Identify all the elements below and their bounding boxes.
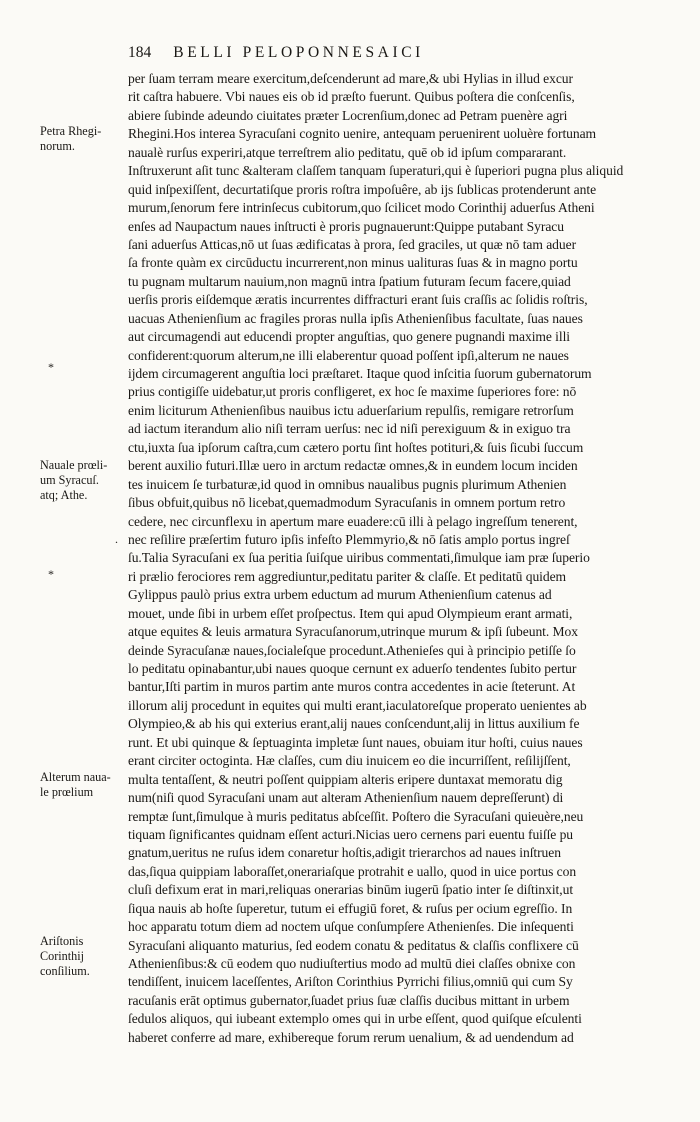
text-line: prius contigiſſe uidebatur,ut proris confligeret, ex hoc ſe maxime ſuperiores fore: nō — [128, 384, 577, 400]
text-line: tu pugnam multarum nauium,non magnū intra ſpatium futuram ſecum facere,quiad — [128, 273, 571, 289]
text-line: Syracuſani aliquanto maturius, ſed eodem conatu & peditatus & claſſis conflixere cū — [128, 937, 579, 953]
text-line: abiere ſubinde adeundo ciuitates præter Locrenſium,donec ad Petram puenère agri — [128, 107, 568, 123]
text-line: mouet, unde ſibi in urbem eſſet proſpectus. Item qui apud Olympieum erant armati, — [128, 605, 573, 621]
text-line: num(niſi quod Syracuſani unam aut alteram Athenienſium nauem depreſſerunt) di — [128, 790, 564, 806]
margin-note-line: norum. — [40, 139, 75, 153]
text-line: naualè rurſus experiri,atque terreſtrem alio peditatu, quē ob id ipſum compararant. — [128, 144, 567, 160]
text-line: Rhegini.Hos interea Syracuſani cognito uenire, antequam peruenirent uoluère fortunam — [128, 126, 597, 142]
margin-note-line: atq; Athe. — [40, 488, 88, 502]
text-line: ſiqua nauis ab hoſte ſuperetur, tutum ei effugiū foret, & ruſus per ocium egreſſio. In — [128, 900, 573, 916]
text-line: das,ſiqua quippiam laboraſſet,onerariaſque protrahit e uallo, quod in uice portus con — [128, 863, 577, 879]
text-line: rit caſtra habuere. Vbi naues eis ob id præſto fuerunt. Quibus poſtera die conſcenſis, — [128, 89, 575, 105]
text-line: tes inuicem ſe turbaturæ,id quod in omnibus naualibus pugnis plurimum Athenien — [128, 476, 567, 492]
margin-note-nauale-praelium — [40, 458, 122, 503]
margin-note-alterum-nauale — [40, 770, 122, 800]
text-line: uerſis proris eiſdemque æratis incurrentes diffracturi erant ſuis craſſis ac ſolidis roſtris, — [128, 292, 588, 308]
text-line: confiderent:quorum alterum,ne illi elaberentur quoad poſſent ipſi,alterum ne naues — [128, 347, 569, 363]
text-line: Gylippus paulò prius extra urbem eductum ad murum Athenienſium catenus ad — [128, 587, 552, 603]
margin-note-line: Petra Rhegi- — [40, 124, 102, 138]
text-line: ad iactum iterandum alio niſi terram uerſus: nec id niſi perexiguum & in exiguo tra — [128, 421, 571, 437]
text-line: gnatum,ueritus ne ruſus idem conaretur hoſtis,adigit trierarchos ad naues inſtruen — [128, 845, 561, 861]
text-line: quid inſpexiſſent, decurtatiſque proris roſtra impoſuêre, ab ijs ſublicas protenderunt ante — [128, 181, 597, 197]
text-line: per ſuam terram meare exercitum,deſcenderunt ad mare,& ubi Hylias in illud excur — [128, 71, 573, 86]
text-line: aut circumagendi aut educendi propter anguſtias, quo genere pugnandi maxime illi — [128, 329, 570, 345]
text-line: Athenienſibus:& cū eodem quo nudiuſtertius modo ad multū diei claſſes obnixe con — [128, 956, 576, 971]
margin-note-line: um Syracuſ. — [40, 473, 99, 487]
margin-note-line: Ariſtonis — [40, 934, 84, 948]
text-line: Olympieo,& ab his qui exterius erant,alij naues conſcendunt,alij in littus auxilium fe — [128, 716, 580, 732]
text-line: bantur,Iſti partim in muros partim ante muros contra accedentes in acie ſteterunt. At — [128, 679, 576, 695]
text-line: nec reſilire præſertim futuro ipſis infeſto Plemmyrio,& nō ſatis amplo portus ingreſ — [128, 531, 570, 547]
margin-note-line: Nauale prœli- — [40, 458, 108, 472]
main-text-column — [128, 70, 690, 1047]
text-line: Inſtruxerunt aſit tunc &alteram claſſem tanquam ſuperaturi,qui è ſuperiori pugna plus aliquid — [128, 163, 624, 179]
text-line: tendiſſent, inuicem laceſſentes, Ariſton Corinthius Pyrrichi filius,omniū qui cum Sy — [128, 974, 573, 990]
text-line: ctu,iuxta ſua ipſorum caſtra,cum cætero portu ſint hoſtes potituri,& ſuis ſicubi ſuccum — [128, 439, 584, 455]
text-line: illorum alij procedunt in equites qui multi erant,iaculatoreſque properato uenientes ab — [128, 697, 587, 713]
text-line: erant circiter octoginta. Hæ claſſes, cum diu inuicem eo die incurriſſent, reſilijſſent, — [128, 753, 571, 769]
text-line: ſedulos aliquos, qui iubeant extemplo omes qui in urbe eſſent, quod quiſque eſculenti — [128, 1011, 582, 1027]
margin-note-line: le prœlium — [40, 785, 94, 799]
running-title: BELLI PELOPONNESAICI — [173, 44, 424, 61]
text-line: ſa fronte quàm ex circūductu incurrerent,non minus ualituras ſuas & in magno portu — [128, 255, 578, 271]
margin-note-aristonis — [40, 934, 122, 979]
text-line: berent auxilio futuri.Illæ uero in arctum redactæ omnes,& in eundem locum inciden — [128, 458, 578, 474]
text-line: remptæ ſunt,ſimulque à muris peditatus abſceſſit. Poſtero die Syracuſani quieuère,neu — [128, 808, 584, 824]
text-line: cedere, nec circunflexu in apertum mare euadere:cū illi à pelago ingreſſum tenerent, — [128, 513, 578, 529]
text-line: ijdem circumagerent anguſtia loci præſtaret. Itaque quod inſcitia ſuorum gubernatorum — [128, 366, 592, 381]
margin-marker: * — [48, 360, 54, 374]
text-line: hoc apparatu totum diem ad noctem uſque conſumpſere Athenienſes. Die inſequenti — [128, 919, 574, 935]
margin-note-line: conſilium. — [40, 964, 90, 978]
text-line: enim liciturum Athenienſibus nauibus ictu aduerſarium repulſis, remigare retrorſum — [128, 402, 574, 418]
page-header — [128, 44, 683, 62]
margin-marker: . — [115, 532, 118, 546]
text-line: cluſi defixum erat in mari,reliquas onerarias binūm iugerū ſpatio inter ſe diſtinxit,ut — [128, 882, 574, 898]
text-line: runt. Et ubi quinque & ſeptuaginta impletæ ſunt naues, obuiam itur hoſti, cuius naues — [128, 734, 583, 750]
text-line: lo peditatu opinabantur,ubi naues quoque cernunt ex aduerſo tendentes ſubito pertur — [128, 661, 577, 676]
text-line: murum,ſenorum fere intrinſecus cubitorum,quo ſcilicet modo Corinthij aduerſus Atheni — [128, 200, 595, 216]
text-line: tiquam ſignificantes quidnam eſſent acturi.Nicias uero cernens pari euentu fuiſſe pu — [128, 826, 574, 842]
text-line: ſibus obfuit,quibus nō licebat,quemadmodum Syracuſanis in omnem portum retro — [128, 495, 566, 511]
text-line: ri prælio ferociores rem aggrediuntur,peditatu pariter & claſſe. Et peditatū quidem — [128, 568, 567, 584]
text-line: uacuas Athenienſium ac fragiles proras nulla ipſis Athenienſibus facultate, ſuas naues — [128, 310, 583, 326]
text-line: racuſanis erāt optimus gubernator,ſuadet prius ſuæ claſſis ducibus mittant in urbem — [128, 992, 570, 1008]
margin-note-line: Alterum naua- — [40, 770, 111, 784]
margin-note-petra-rhegi — [40, 124, 122, 154]
text-line: enſes ad Naupactum naues inſtructi è proris pugnauerunt:Quippe putabant Syracu — [128, 218, 564, 234]
margin-marker: * — [48, 567, 54, 581]
text-line: deinde Syracuſanæ naues,ſocialeſque procedunt.Athenieſes qui à principio petiſſe ſo — [128, 642, 576, 658]
text-line: ſani aduerſus Atticas,nō ut ſuas ædificatas à prora, ſed graciles, ut quæ nō tam aduer — [128, 236, 577, 252]
page-number: 184 — [128, 44, 152, 61]
text-line: haberet conferre ad mare, exhibereque forum rerum uenalium, & ad uendendum ad — [128, 1029, 574, 1045]
text-line: multa tentaſſent, & neutri poſſent quippiam alteris eripere duntaxat memoratu dig — [128, 771, 563, 787]
text-line: ſu.Talia Syracuſani ex ſua peritia ſuiſque uiribus commentati,ſimulque iam præ ſuperio — [128, 550, 590, 566]
text-line: atque equites & leuis armatura Syracuſanorum,utrinque murum & ipſi ſubeunt. Mox — [128, 624, 578, 640]
margin-note-line: Corinthij — [40, 949, 85, 963]
